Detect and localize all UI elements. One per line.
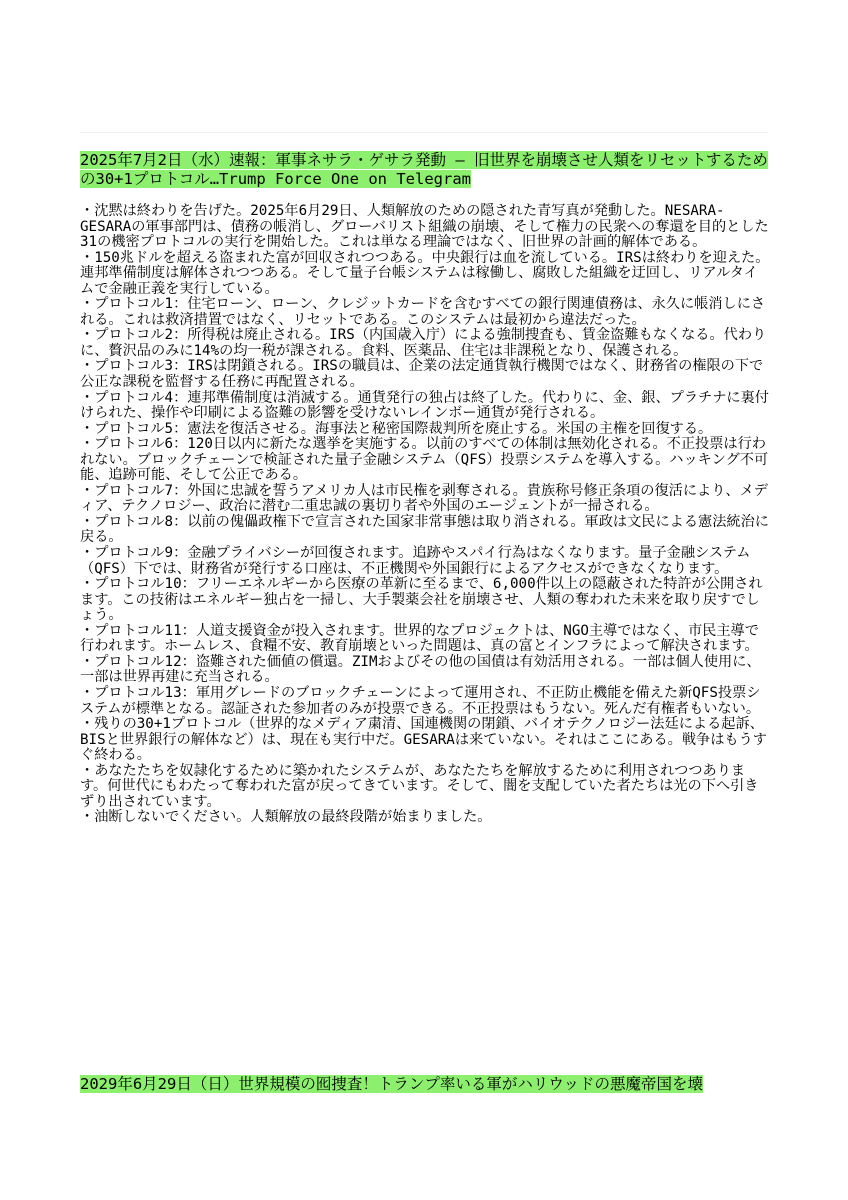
article-paragraph: ・プロトコル8：以前の傀儡政権下で宣言された国家非常事態は取り消される。軍政は文民による憲法統治に戻る。: [80, 513, 769, 546]
top-divider: [80, 132, 768, 133]
next-headline-highlight: 2029年6月29日（日）世界規模の囮捜査！トランプ率いる軍がハリウッドの悪魔帝国を壊: [80, 1075, 704, 1093]
article-paragraph: ・プロトコル11：人道支援資金が投入されます。世界的なプロジェクトは、NGO主導ではなく、市民主導で行われます。ホームレス、食糧不安、教育崩壊といった問題は、真の富とインフラによって解決されます。: [80, 622, 759, 655]
article-paragraph: ・沈黙は終わりを告げた。2025年6月29日、人類解放のための隠された青写真が発動した。NESARA-GESARAの軍事部門は、債務の帳消し、グローバリスト組織の崩壊、そして権力の民衆への奪還を目的とした31の機密プロトコルの実行を開始した。これは単なる理論ではなく、旧世界の計画的解体である。: [80, 203, 769, 251]
article-paragraph: ・プロトコル5：憲法を復活させる。海事法と秘密国際裁判所を廃止する。米国の主権を回復する。: [80, 420, 713, 437]
article-paragraph: ・あなたたちを奴隷化するために築かれたシステムが、あなたたちを解放するために利用されつつあります。何世代にもわたって奪われた富が戻ってきています。そして、闇を支配していた者たちは光の下へ引きずり出されています。: [80, 762, 759, 810]
article-headline: [80, 151, 770, 189]
article-paragraph: ・残りの30+1プロトコル（世界的なメディア粛清、国連機関の閉鎖、バイオテクノロジー法廷による起訴、BISと世界銀行の解体など）は、現在も実行中だ。GESARAは来ていない。それはここにある。戦争はもうすぐ終わる。: [80, 716, 767, 764]
article-paragraph: ・150兆ドルを超える盗まれた富が回収されつつある。中央銀行は血を流している。IRSは終わりを迎えた。連邦準備制度は解体されつつある。そして量子台帳システムは稼働し、腐敗した組織を迂回し、リアルタイムで金融正義を実行している。: [80, 249, 770, 297]
article-paragraph: ・プロトコル7：外国に忠誠を誓うアメリカ人は市民権を剥奪される。貴族称号修正条項の復活により、メディア、テクノロジー、政治に潜む二重忠誠の裏切り者や外国のエージェントが一掃される。: [80, 482, 768, 515]
article-paragraph: ・プロトコル3：IRSは閉鎖される。IRSの職員は、企業の法定通貨執行機関ではなく、財務省の権限の下で公正な課税を監督する任務に再配置される。: [80, 358, 764, 391]
article-paragraph: ・プロトコル9：金融プライバシーが回復されます。追跡やスパイ行為はなくなります。量子金融システム（QFS）下では、財務省が発行する口座は、不正機関や外国銀行によるアクセスができなくなります。: [80, 545, 751, 577]
article-paragraph: ・油断しないでください。人類解放の最終段階が始まりました。: [80, 809, 492, 826]
article-paragraph: ・プロトコル1：住宅ローン、ローン、クレジットカードを含むすべての銀行関連債務は、永久に帳消しにされる。これは救済措置ではなく、リセットである。このシステムは最初から違法だった。: [80, 296, 766, 328]
article-paragraph: ・プロトコル13：軍用グレードのブロックチェーンによって運用され、不正防止機能を備えた新QFS投票システムが標準となる。認証された参加者のみが投票できる。不正投票はもうない。死んだ有権者もいない。: [80, 684, 761, 717]
headline-highlight: 2025年7月2日（水）速報：軍事ネサラ・ゲサラ発動 — 旧世界を崩壊させ人類をリセットするための30+1プロトコル…Trump Force One on Telegram: [80, 151, 768, 188]
article-paragraph: ・プロトコル12：盗難された価値の償還。ZIMおよびその他の国債は有効活用される。一部は個人使用に、一部は世界再建に充当される。: [80, 653, 761, 686]
article-paragraph: ・プロトコル6：120日以内に新たな選挙を実施する。以前のすべての体制は無効化される。不正投票は行われない。ブロックチェーンで検証された量子金融システム（QFS）投票システムを導入する。ハッキング不可能、追跡可能、そして公正である。: [80, 436, 769, 484]
article-paragraph: ・プロトコル10：フリーエネルギーから医療の革新に至るまで、6,000件以上の隠蔽された特許が公開されます。この技術はエネルギー独占を一掃し、大手製薬会社を崩壊させ、人類の奪われた未来を取り戻すでしょう。: [80, 576, 763, 624]
next-article-headline: [80, 1075, 770, 1094]
article-body: [80, 204, 770, 826]
article-paragraph: ・プロトコル4：連邦準備制度は消滅する。通貨発行の独占は終了した。代わりに、金、銀、プラチナに裏付けられた、操作や印刷による盗難の影響を受けないレインボー通貨が発行される。: [80, 389, 769, 422]
article-paragraph: ・プロトコル2：所得税は廃止される。IRS（内国歳入庁）による強制捜査も、賃金盗難もなくなる。代わりに、贅沢品のみに14%の均一税が課される。食料、医薬品、住宅は非課税となり、保護される。: [80, 327, 767, 359]
